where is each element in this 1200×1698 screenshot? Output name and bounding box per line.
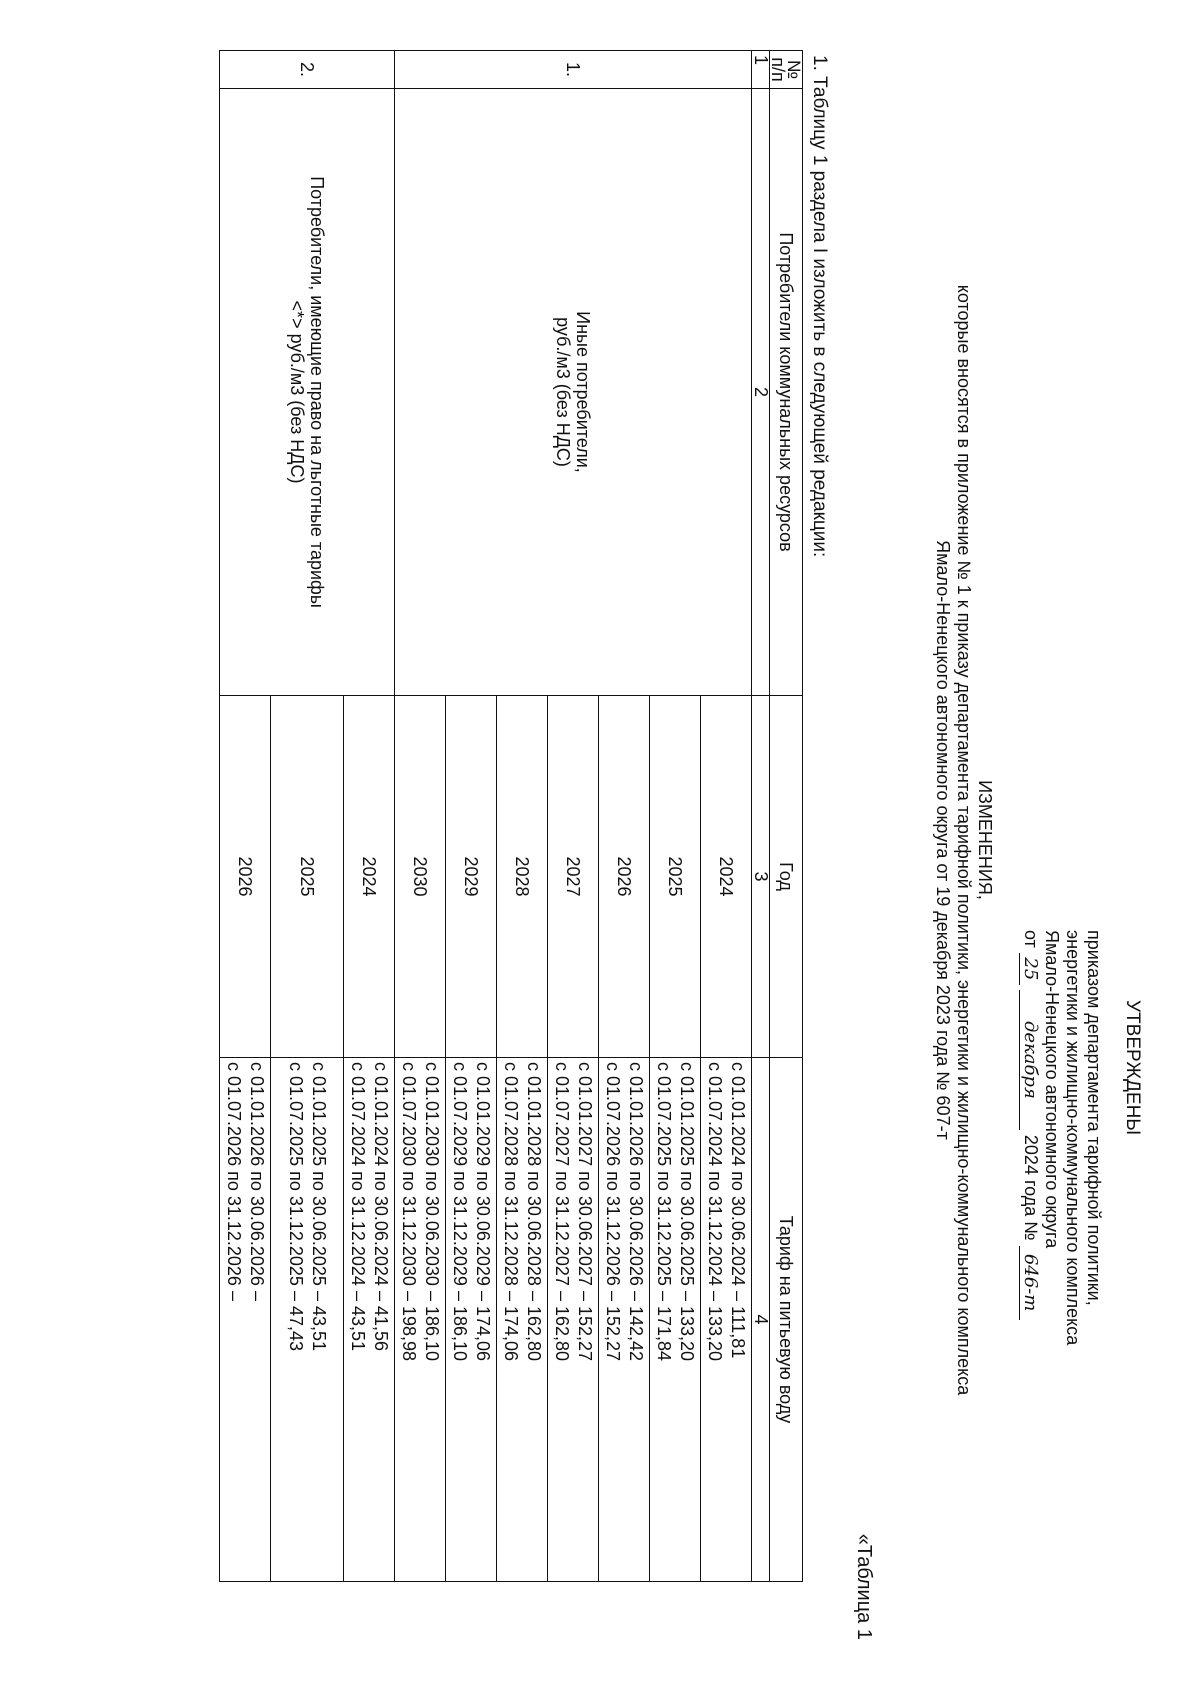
tariff-period: с 01.01.2025 по 30.06.2025 – 133,20 bbox=[677, 1062, 697, 1362]
column-number: 4 bbox=[752, 1058, 770, 1582]
tariff-cell bbox=[271, 1058, 344, 1582]
tariff-period: с 01.07.2029 по 31.12.2029 – 186,10 bbox=[450, 1062, 470, 1362]
approval-title: УТВЕРЖДЕНЫ bbox=[1122, 1000, 1143, 1136]
tariff-period: с 01.07.2024 по 31.12.2024 – 43,51 bbox=[348, 1062, 368, 1351]
year-cell: 2025 bbox=[271, 696, 344, 1058]
consumer-text: Потребители, имеющие право на льготные тарифы bbox=[307, 176, 327, 608]
tariff-period: с 01.01.2028 по 30.06.2028 – 162,80 bbox=[524, 1062, 544, 1362]
header-cell: Год bbox=[770, 696, 803, 1058]
column-number: 3 bbox=[752, 696, 770, 1058]
tariff-period: с 01.01.2029 по 30.06.2029 – 174,06 bbox=[473, 1062, 493, 1362]
handwritten-month: декабря bbox=[1019, 990, 1041, 1130]
heading-line: Ямало-Ненецкого автономного округа от 19 декабря 2023 года № 607-т bbox=[933, 540, 953, 1140]
tariff-period: с 01.01.2026 по 30.06.2026 – 142,42 bbox=[626, 1062, 646, 1362]
tariff-cell bbox=[701, 1058, 752, 1582]
tariff-period: с 01.01.2024 по 30.06.2024 – 111,81 bbox=[728, 1062, 748, 1359]
tariff-period: с 01.07.2028 по 31.12.2028 – 174,06 bbox=[501, 1062, 521, 1362]
tariff-period: с 01.01.2026 по 30.06.2026 – bbox=[247, 1062, 267, 1301]
column-number: 2 bbox=[752, 89, 770, 696]
consumer-cell bbox=[220, 89, 395, 696]
tariff-cell bbox=[548, 1058, 599, 1582]
row-number: 1. bbox=[395, 51, 752, 89]
consumer-text: <*> руб./м3 (без НДС) bbox=[287, 300, 307, 484]
tariff-period: с 01.01.2024 по 30.06.2024 – 41,56 bbox=[371, 1062, 391, 1351]
year-cell: 2025 bbox=[650, 696, 701, 1058]
column-number: 1 bbox=[752, 51, 770, 89]
tariff-cell bbox=[344, 1058, 395, 1582]
tariff-cell bbox=[650, 1058, 701, 1582]
tariff-period: с 01.07.2025 по 31.12.2025 – 47,43 bbox=[286, 1062, 306, 1351]
tariff-period: с 01.07.2024 по 31.12.2024 – 133,20 bbox=[705, 1062, 725, 1362]
approval-line: Ямало-Ненецкого автономного округа bbox=[1042, 930, 1062, 1249]
header-cell: № п/п bbox=[770, 51, 803, 89]
tariff-cell bbox=[395, 1058, 446, 1582]
heading-title: ИЗМЕНЕНИЯ, bbox=[975, 780, 995, 900]
approval-line: приказом департамента тарифной политики, bbox=[1084, 930, 1104, 1306]
year-cell: 2028 bbox=[497, 696, 548, 1058]
table-row bbox=[344, 51, 395, 1582]
tariff-period: с 01.01.2025 по 30.06.2025 – 43,51 bbox=[309, 1062, 329, 1351]
tariff-cell bbox=[497, 1058, 548, 1582]
handwritten-number: 646-т bbox=[1019, 1246, 1041, 1320]
date-prefix: от bbox=[1021, 930, 1041, 948]
year-cell: 2024 bbox=[701, 696, 752, 1058]
consumer-cell bbox=[395, 89, 752, 696]
year-cell: 2027 bbox=[548, 696, 599, 1058]
table-row bbox=[701, 51, 752, 1582]
tariff-cell bbox=[446, 1058, 497, 1582]
intro-text: 1. Таблицу 1 раздела I изложить в следующей редакции: bbox=[809, 55, 830, 558]
approval-block bbox=[1019, 930, 1143, 1630]
heading-line: которые вносятся в приложение № 1 к приказу департамента тарифной политики, энергетики и жилищно-коммунального комплекса bbox=[954, 284, 974, 1396]
handwritten-day: 25 bbox=[1019, 953, 1041, 985]
year-cell: 2026 bbox=[220, 696, 271, 1058]
tariff-table bbox=[219, 50, 803, 1582]
year-cell: 2024 bbox=[344, 696, 395, 1058]
year-cell: 2030 bbox=[395, 696, 446, 1058]
tariff-period: с 01.01.2030 по 30.06.2030 – 186,10 bbox=[422, 1062, 442, 1362]
tariff-period: с 01.01.2027 по 30.06.2027 – 152,27 bbox=[575, 1062, 595, 1362]
rotated-content bbox=[15, 30, 1165, 1650]
header-cell: Тариф на питьевую воду bbox=[770, 1058, 803, 1582]
consumer-text: руб./м3 (без НДС) bbox=[553, 317, 573, 467]
year-cell: 2026 bbox=[599, 696, 650, 1058]
document-heading bbox=[932, 130, 995, 1550]
table-header-row bbox=[770, 51, 803, 1582]
tariff-cell bbox=[220, 1058, 271, 1582]
row-number: 2. bbox=[220, 51, 395, 89]
tariff-period: с 01.07.2026 по 31.12.2026 – 152,27 bbox=[603, 1062, 623, 1362]
tariff-period: с 01.07.2027 по 31.12.2027 – 162,80 bbox=[552, 1062, 572, 1362]
column-number-row bbox=[752, 51, 770, 1582]
tariff-period: с 01.07.2026 по 31.12.2026 – bbox=[224, 1062, 244, 1301]
approval-date-line bbox=[1019, 930, 1041, 1630]
consumer-text: Иные потребители, bbox=[573, 311, 593, 473]
year-text: 2024 года № bbox=[1021, 1134, 1041, 1241]
tariff-period: с 01.07.2030 по 31.12.2030 – 198,98 bbox=[399, 1062, 419, 1362]
approval-line: энергетики и жилищно-коммунального комплекса bbox=[1063, 930, 1083, 1346]
year-cell: 2029 bbox=[446, 696, 497, 1058]
header-cell: Потребители коммунальных ресурсов bbox=[770, 89, 803, 696]
tariff-period: с 01.07.2025 по 31.12.2025 – 171,84 bbox=[654, 1062, 674, 1362]
table-label: «Таблица 1 bbox=[853, 1533, 875, 1640]
tariff-cell bbox=[599, 1058, 650, 1582]
